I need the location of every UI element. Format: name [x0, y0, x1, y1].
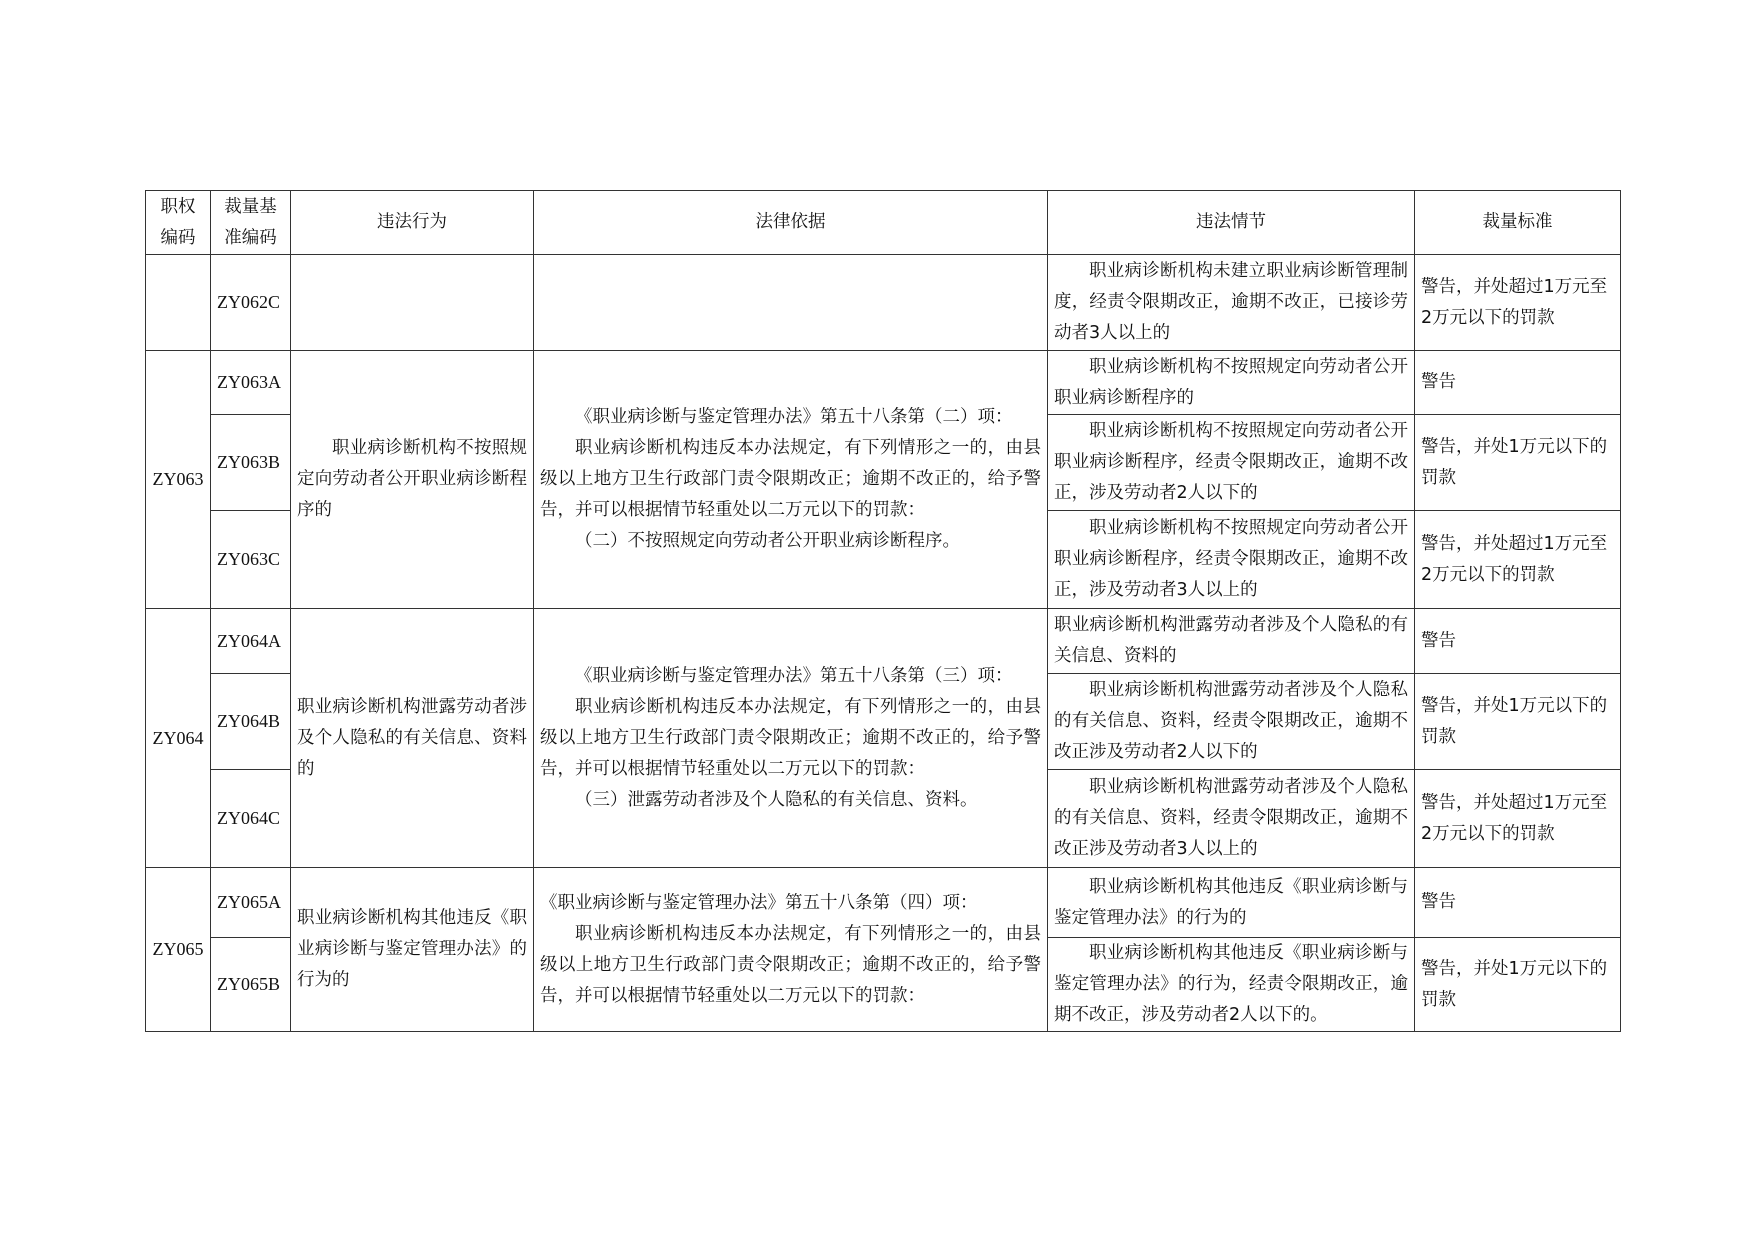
legal-basis-article: 《职业病诊断与鉴定管理办法》第五十八条第（三）项：: [575, 665, 1013, 686]
power-code-cell: ZY065: [146, 868, 211, 1032]
benchmark-code-cell: ZY063C: [211, 511, 291, 609]
legal-basis-cell: [534, 255, 1048, 351]
header-benchmark-code: 裁量基准编码: [211, 191, 291, 255]
violation-cell: 职业病诊断机构不按照规定向劳动者公开职业病诊断程序的: [291, 351, 534, 609]
benchmark-code-cell: ZY064C: [211, 770, 291, 868]
header-legal-basis: 法律依据: [534, 191, 1048, 255]
violation-cell: 职业病诊断机构其他违反《职业病诊断与鉴定管理办法》的行为的: [291, 868, 534, 1032]
discretion-table: [145, 190, 1621, 1032]
header-violation: 违法行为: [291, 191, 534, 255]
standard-cell: 警告，并处1万元以下的罚款: [1415, 674, 1621, 770]
legal-basis-cell: [534, 868, 1048, 1032]
circumstance-cell: 职业病诊断机构其他违反《职业病诊断与鉴定管理办法》的行为的: [1048, 868, 1415, 938]
benchmark-code-cell: ZY063B: [211, 415, 291, 511]
circumstance-cell: 职业病诊断机构其他违反《职业病诊断与鉴定管理办法》的行为，经责令限期改正，逾期不改正，涉及劳动者2人以下的。: [1048, 938, 1415, 1032]
power-code-cell: ZY063: [146, 351, 211, 609]
circumstance-cell: 职业病诊断机构不按照规定向劳动者公开职业病诊断程序的: [1048, 351, 1415, 415]
table-row: [146, 609, 1621, 674]
legal-basis-item: （三）泄露劳动者涉及个人隐私的有关信息、资料。: [575, 789, 978, 810]
legal-basis-cell: [534, 351, 1048, 609]
circumstance-cell: 职业病诊断机构未建立职业病诊断管理制度，经责令限期改正，逾期不改正，已接诊劳动者3人以上的: [1048, 255, 1415, 351]
standard-cell: 警告，并处超过1万元至2万元以下的罚款: [1415, 255, 1621, 351]
table-row: [146, 868, 1621, 938]
standard-cell: 警告: [1415, 351, 1621, 415]
standard-cell: 警告，并处1万元以下的罚款: [1415, 415, 1621, 511]
table-row: [146, 255, 1621, 351]
legal-basis-clause: 职业病诊断机构违反本办法规定，有下列情形之一的，由县级以上地方卫生行政部门责令限期改正；逾期不改正的，给予警告，并可以根据情节轻重处以二万元以下的罚款：: [540, 696, 1041, 779]
standard-cell: 警告，并处1万元以下的罚款: [1415, 938, 1621, 1032]
legal-basis-clause: 职业病诊断机构违反本办法规定，有下列情形之一的，由县级以上地方卫生行政部门责令限期改正；逾期不改正的，给予警告，并可以根据情节轻重处以二万元以下的罚款：: [540, 438, 1041, 520]
benchmark-code-cell: ZY065B: [211, 938, 291, 1032]
standard-cell: 警告，并处超过1万元至2万元以下的罚款: [1415, 770, 1621, 868]
standard-cell: 警告: [1415, 868, 1621, 938]
violation-cell: 职业病诊断机构泄露劳动者涉及个人隐私的有关信息、资料的: [291, 609, 534, 868]
circumstance-cell: 职业病诊断机构泄露劳动者涉及个人隐私的有关信息、资料，经责令限期改正，逾期不改正涉及劳动者2人以下的: [1048, 674, 1415, 770]
power-code-cell: ZY064: [146, 609, 211, 868]
benchmark-code-cell: ZY064A: [211, 609, 291, 674]
header-circumstance: 违法情节: [1048, 191, 1415, 255]
benchmark-code-cell: ZY064B: [211, 674, 291, 770]
header-row: [146, 191, 1621, 255]
power-code-cell: [146, 255, 211, 351]
circumstance-cell: 职业病诊断机构不按照规定向劳动者公开职业病诊断程序，经责令限期改正，逾期不改正，涉及劳动者3人以上的: [1048, 511, 1415, 609]
legal-basis-article: 《职业病诊断与鉴定管理办法》第五十八条第（二）项：: [575, 407, 1013, 427]
benchmark-code-cell: ZY063A: [211, 351, 291, 415]
benchmark-code-cell: ZY065A: [211, 868, 291, 938]
legal-basis-article: 《职业病诊断与鉴定管理办法》第五十八条第（四）项：: [540, 892, 978, 913]
circumstance-cell: 职业病诊断机构泄露劳动者涉及个人隐私的有关信息、资料的: [1048, 609, 1415, 674]
standard-cell: 警告: [1415, 609, 1621, 674]
violation-cell: [291, 255, 534, 351]
circumstance-cell: 职业病诊断机构泄露劳动者涉及个人隐私的有关信息、资料，经责令限期改正，逾期不改正涉及劳动者3人以上的: [1048, 770, 1415, 868]
standard-cell: 警告，并处超过1万元至2万元以下的罚款: [1415, 511, 1621, 609]
header-standard: 裁量标准: [1415, 191, 1621, 255]
circumstance-cell: 职业病诊断机构不按照规定向劳动者公开职业病诊断程序，经责令限期改正，逾期不改正，涉及劳动者2人以下的: [1048, 415, 1415, 511]
header-power-code: 职权编码: [146, 191, 211, 255]
legal-basis-cell: [534, 609, 1048, 868]
legal-basis-item: （二）不按照规定向劳动者公开职业病诊断程序。: [575, 531, 960, 551]
benchmark-code-cell: ZY062C: [211, 255, 291, 351]
table-row: [146, 351, 1621, 415]
legal-basis-clause: 职业病诊断机构违反本办法规定，有下列情形之一的，由县级以上地方卫生行政部门责令限期改正；逾期不改正的，给予警告，并可以根据情节轻重处以二万元以下的罚款：: [540, 923, 1041, 1006]
